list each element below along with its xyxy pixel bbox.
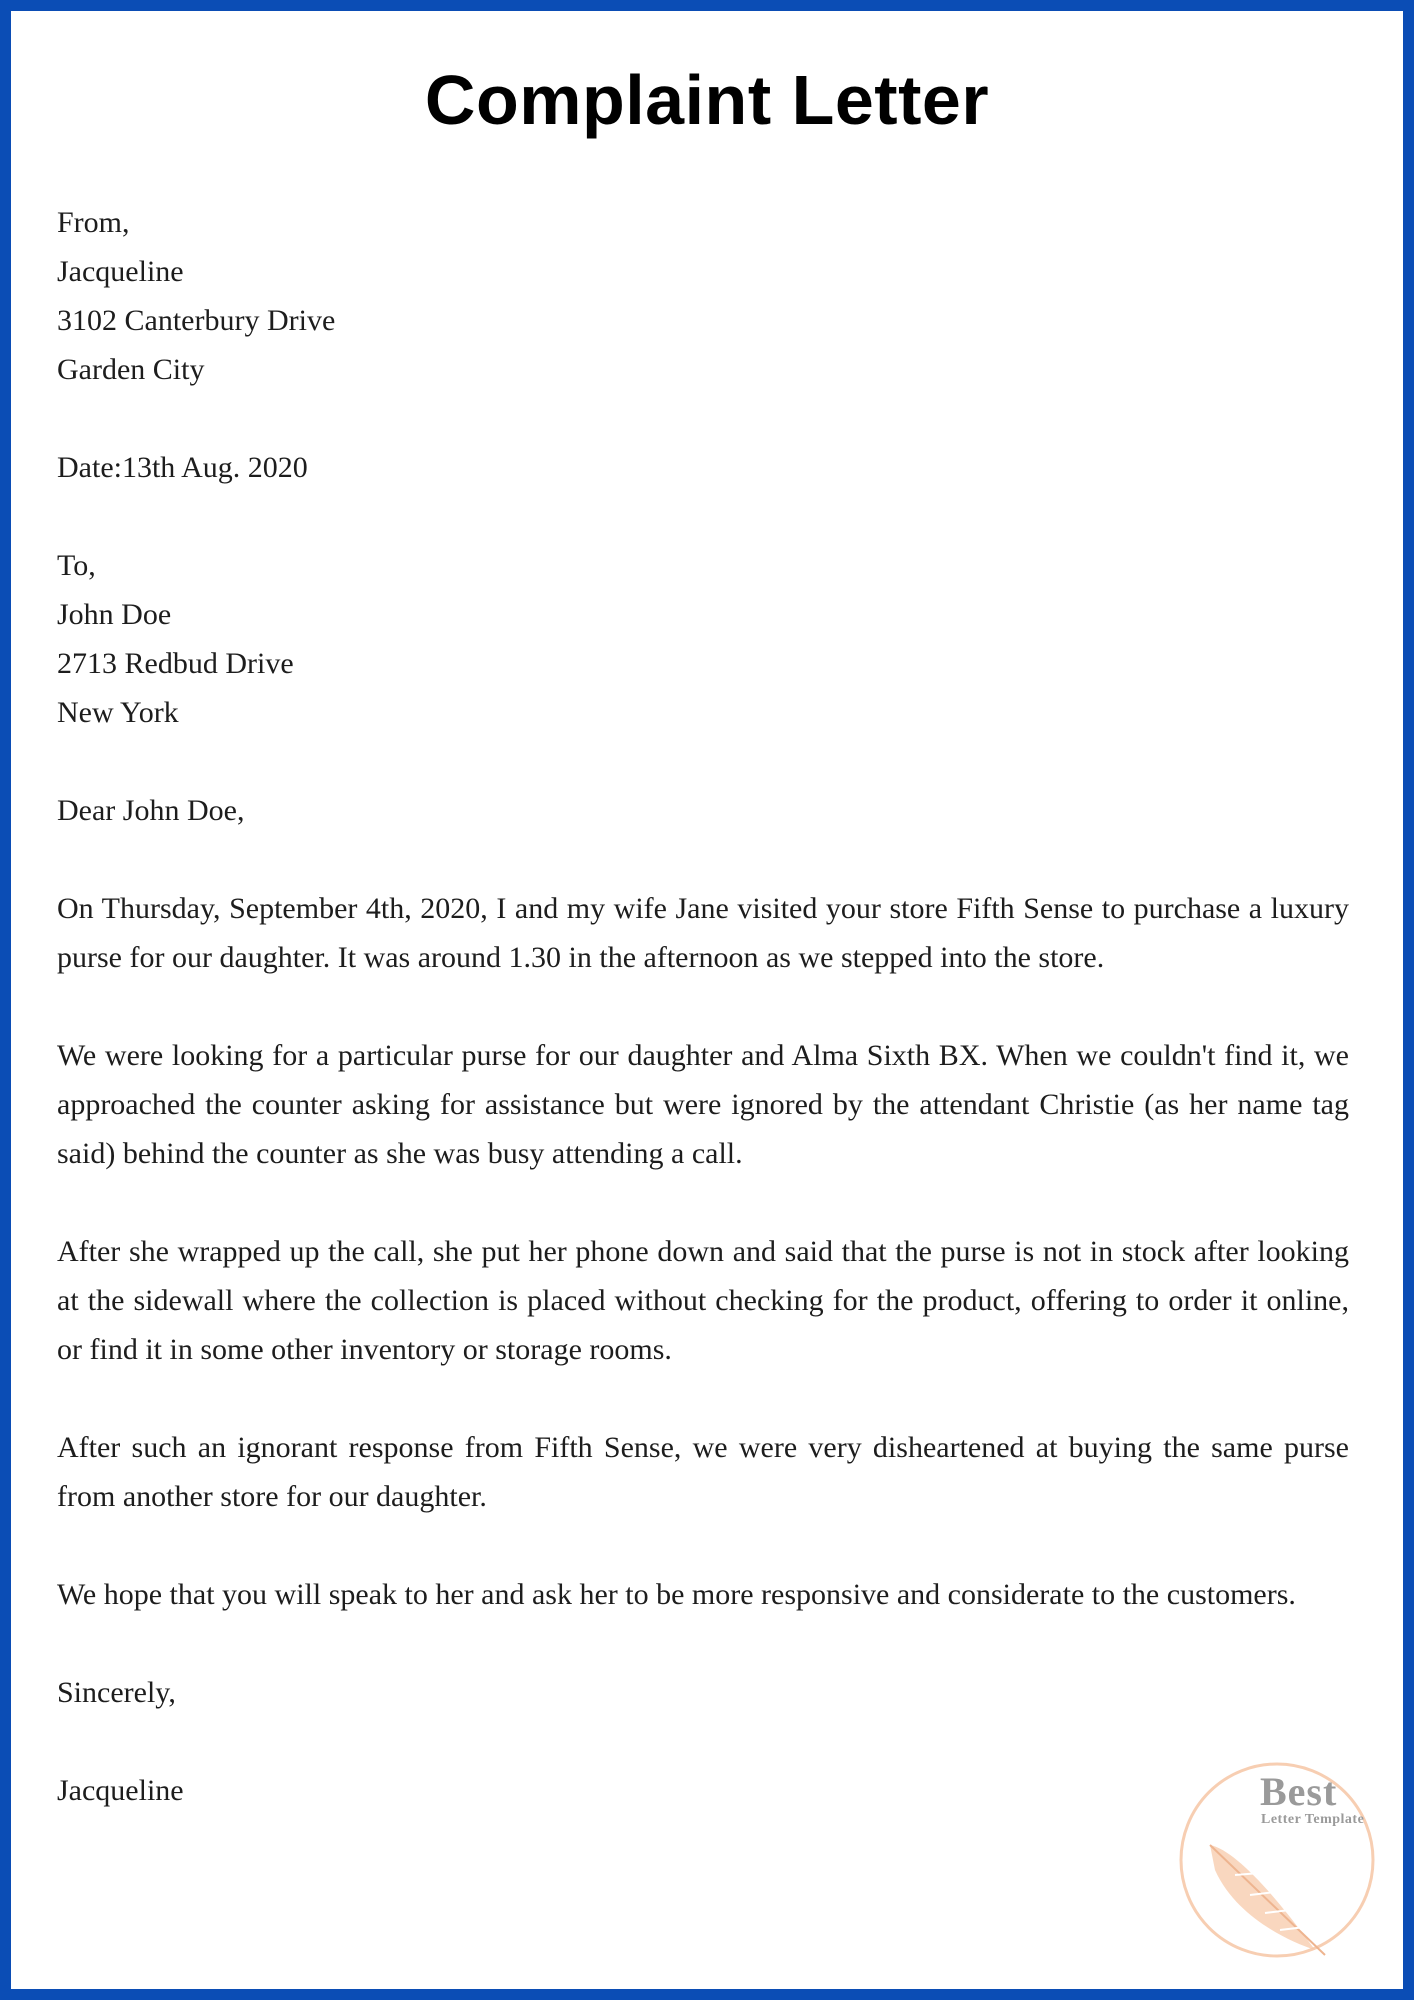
body-paragraph-2: We were looking for a particular purse for our daughter and Alma Sixth BX. When we couldn't find it, we approached the counter asking for assistance but were ignored by the attendant Christie (as her name tag said) behind the counter as she was busy attending a call.: [57, 1039, 1349, 1170]
letter-body: [57, 198, 1349, 1815]
body-paragraph-1: On Thursday, September 4th, 2020, I and my wife Jane visited your store Fifth Sense to purchase a luxury purse for our daughter. It was around 1.30 in the afternoon as we stepped into the store.: [57, 892, 1349, 974]
recipient-name: John Doe: [57, 598, 172, 631]
salutation: Dear John Doe,: [57, 794, 245, 827]
recipient-city: New York: [57, 696, 179, 729]
page-title: Complaint Letter: [424, 61, 990, 139]
letter-date: Date:13th Aug. 2020: [57, 451, 308, 484]
recipient-street: 2713 Redbud Drive: [57, 647, 294, 680]
body-paragraph-5: We hope that you will speak to her and ask her to be more responsive and considerate to the customers.: [57, 1578, 1296, 1611]
sender-city: Garden City: [57, 353, 205, 386]
body-paragraph-3: After she wrapped up the call, she put her phone down and said that the purse is not in stock after looking at the sidewall where the collection is placed without checking for the product, offering to order it online, or find it in some other inventory or storage rooms.: [57, 1235, 1349, 1366]
sender-name: Jacqueline: [57, 255, 184, 288]
signature: Jacqueline: [57, 1774, 184, 1807]
logo-word: Best: [1260, 1769, 1338, 1814]
to-label: To,: [57, 549, 96, 582]
closing: Sincerely,: [57, 1676, 176, 1709]
logo-subtitle: Letter Template: [1261, 1812, 1365, 1827]
body-paragraph-4: After such an ignorant response from Fifth Sense, we were very disheartened at buying the same purse from another store for our daughter.: [57, 1431, 1349, 1513]
sender-street: 3102 Canterbury Drive: [57, 304, 336, 337]
from-label: From,: [57, 206, 130, 239]
